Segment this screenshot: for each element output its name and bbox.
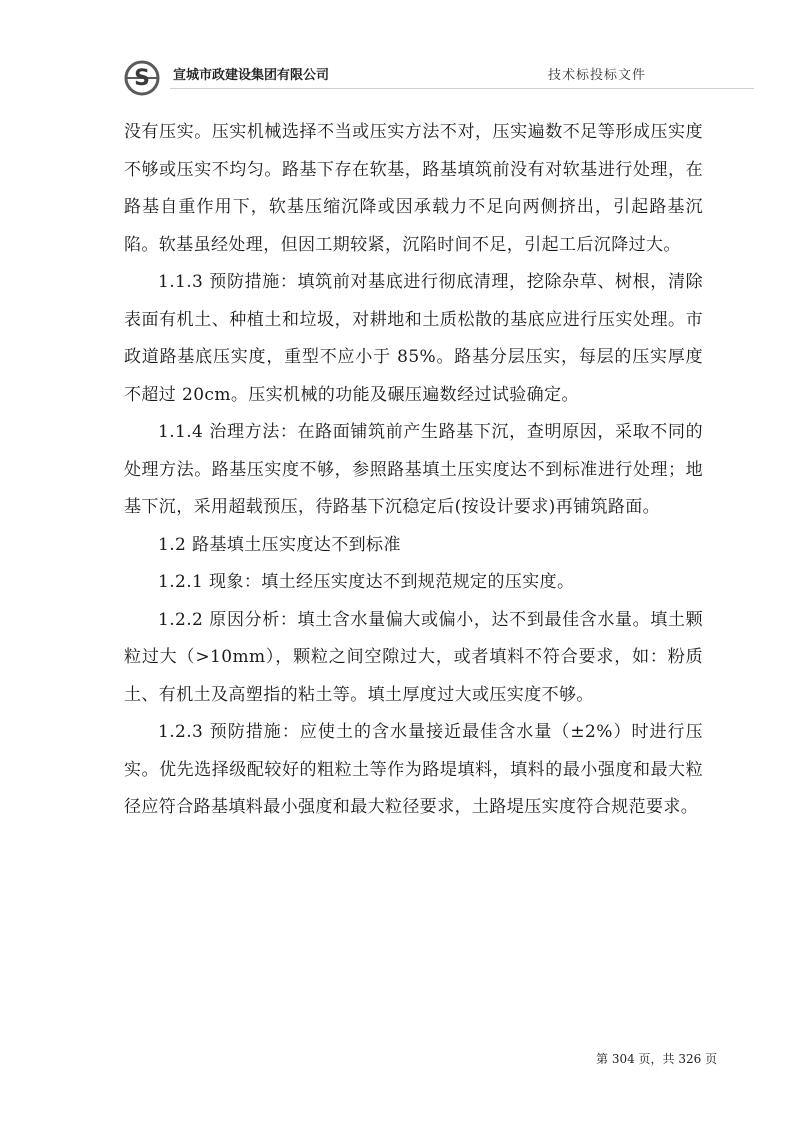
logo-letter: S: [134, 66, 150, 91]
paragraph-1-1-3: 1.1.3 预防措施：填筑前对基底进行彻底清理，挖除杂草、树根，清除表面有机土、种植土和垃圾，对耕地和土质松散的基底应进行压实处理。市政道路基底压实度，重型不应小于 85%。路基分层压实，每层的压实厚度不超过 20cm。压实机械的功能及碾压遍数经过试验确定。: [124, 272, 703, 405]
company-name: 宣城市政建设集团有限公司: [173, 68, 330, 83]
document-type: 技术标投标文件: [548, 68, 647, 83]
paragraph-1-2-3: 1.2.3 预防措施：应使土的含水量接近最佳含水量（±2%）时进行压实。优先选择级配较好的粗粒土等作为路堤填料，填料的最小强度和最大粒径应符合路基填料最小强度和最大粒径要求，土路堤压实度符合规范要求。: [124, 722, 703, 817]
header-divider: [170, 88, 754, 89]
body-text: [124, 114, 703, 827]
page-header: [124, 56, 744, 96]
paragraph-continued: 没有压实。压实机械选择不当或压实方法不对，压实遍数不足等形成压实度不够或压实不均匀。路基下存在软基，路基填筑前没有对软基进行处理，在路基自重作用下，软基压缩沉降或因承载力不足向两侧挤出，引起路基沉陷。软基虽经处理，但因工期较紧，沉陷时间不足，引起工后沉降过大。: [124, 122, 703, 255]
paragraph-1-2-2: 1.2.2 原因分析：填土含水量偏大或偏小，达不到最佳含水量。填土颗粒过大（>10mm），颗粒之间空隙过大，或者填料不符合要求，如：粉质土、有机土及高塑指的粘土等。填土厚度过大或压实度不够。: [124, 609, 703, 705]
paragraph-1-1-4: 1.1.4 治理方法：在路面铺筑前产生路基下沉，查明原因，采取不同的处理方法。路基压实度不够，参照路基填土压实度达不到标准进行处理；地基下沉，采用超载预压，待路基下沉稳定后(按设计要求)再铺筑路面。: [124, 422, 703, 517]
paragraph-1-2-1: 1.2.1 现象：填土经压实度达不到规范规定的压实度。: [158, 572, 575, 592]
company-logo-icon: [124, 60, 160, 96]
section-heading-1-2: 1.2 路基填土压实度达不到标准: [158, 534, 401, 555]
page-number: 第 304 页，共 326 页: [596, 1052, 718, 1066]
